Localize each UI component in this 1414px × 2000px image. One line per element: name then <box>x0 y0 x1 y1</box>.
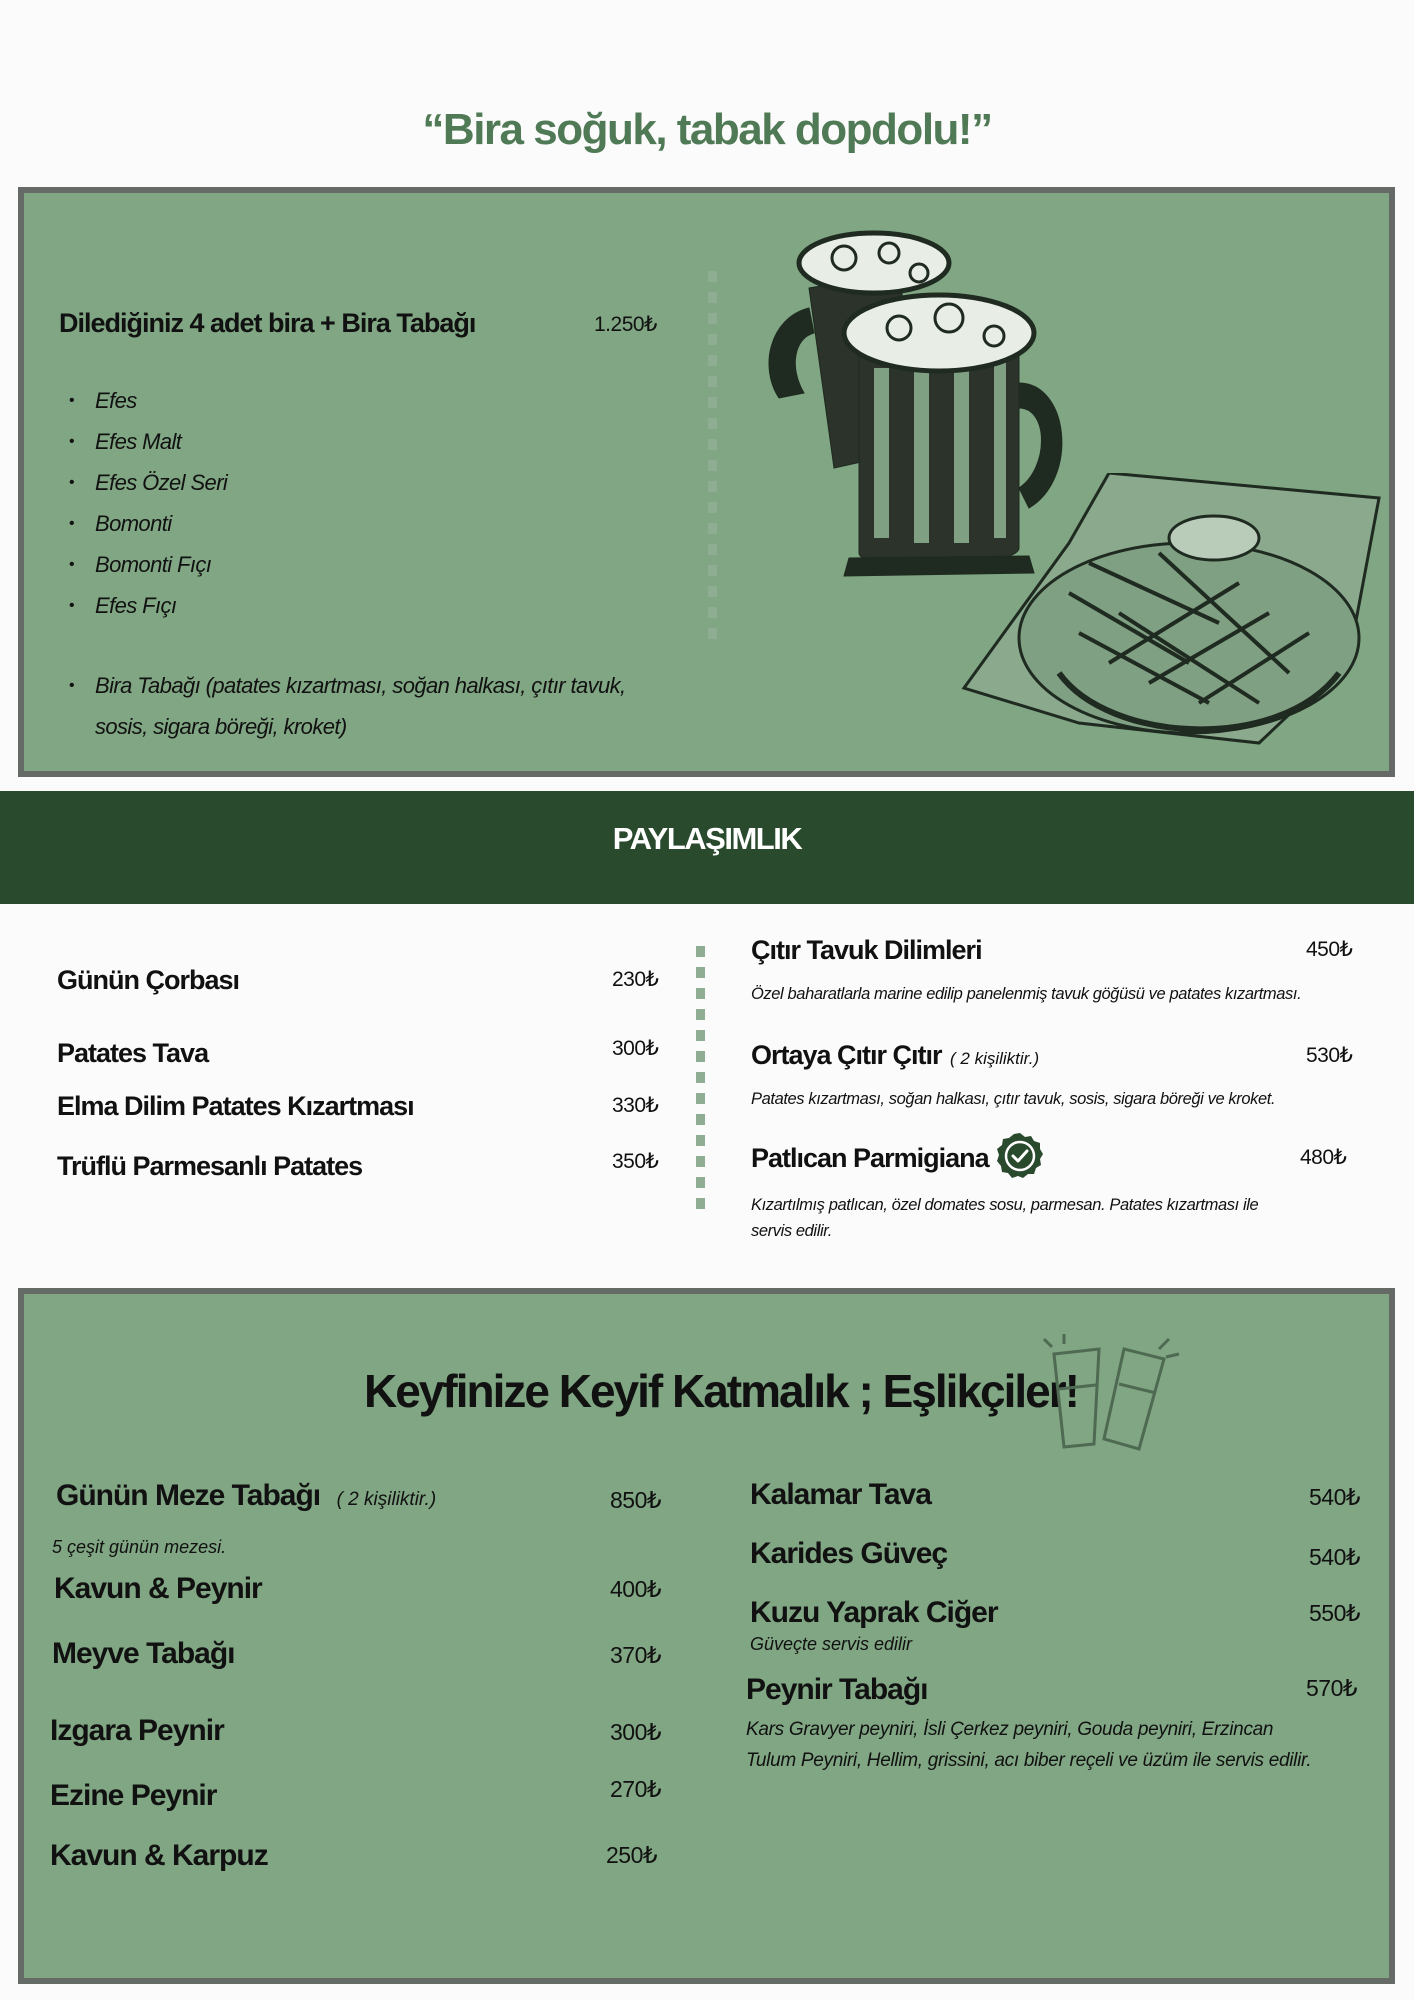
menu-item-price: 550₺ <box>1309 1600 1361 1626</box>
menu-item-desc: 5 çeşit günün mezesi. <box>52 1537 227 1557</box>
menu-item-price: 370₺ <box>610 1642 662 1668</box>
sides-heading: Keyfinize Keyif Katmalık ; Eşlikçiler! <box>364 1365 1078 1417</box>
menu-item-price: 540₺ <box>1309 1484 1361 1510</box>
beer-item: • Bomonti Fıçı <box>59 544 659 585</box>
menu-item-name: Kalamar Tava <box>750 1478 931 1511</box>
beer-item: • Efes Malt <box>59 421 659 462</box>
menu-item-price: 270₺ <box>610 1776 662 1802</box>
menu-item-price: 350₺ <box>612 1150 659 1173</box>
menu-item-name: Günün Çorbası <box>57 965 239 995</box>
menu-item-price: 530₺ <box>1306 1044 1353 1067</box>
sharing-band <box>0 791 1414 904</box>
menu-item-heading <box>751 1040 1039 1071</box>
sides-panel <box>18 1288 1395 1984</box>
menu-item-name: Ortaya Çıtır Çıtır <box>751 1040 942 1070</box>
beer-plate-item <box>59 665 679 747</box>
beer-item: • Efes Fıçı <box>59 585 659 626</box>
menu-item-desc: Kars Gravyer peyniri, İsli Çerkez peyniri, Gouda peyniri, Erzincan <box>746 1719 1274 1740</box>
beer-plate-line1: Bira Tabağı (patates kızartması, soğan halkası, çıtır tavuk, <box>95 673 626 698</box>
menu-item-price: 850₺ <box>610 1487 662 1513</box>
raki-glasses-illustration <box>1034 1329 1194 1454</box>
menu-item-name: Trüflü Parmesanlı Patates <box>57 1151 363 1181</box>
beer-deal-price: 1.250₺ <box>594 313 657 336</box>
menu-item-price: 400₺ <box>610 1576 662 1602</box>
menu-item-name: Peynir Tabağı <box>746 1673 928 1706</box>
menu-item-desc: Kızartılmış patlıcan, özel domates sosu, parmesan. Patates kızartması ile <box>751 1196 1259 1214</box>
beer-list <box>59 380 659 626</box>
menu-item-name: Patlıcan Parmigiana <box>751 1143 989 1173</box>
slogan: “Bira soğuk, tabak dopdolu!” <box>422 105 992 154</box>
menu-item-price: 300₺ <box>612 1037 659 1060</box>
menu-item-note: ( 2 kişiliktir.) <box>336 1489 437 1510</box>
menu-item-name: Ezine Peynir <box>50 1779 217 1812</box>
menu-item-name: Karides Güveç <box>750 1537 948 1570</box>
menu-item-desc: Güveçte servis edilir <box>750 1634 913 1654</box>
menu-item-note: ( 2 kişiliktir.) <box>950 1049 1040 1068</box>
menu-item-desc: Özel baharatlarla marine edilip panelenmiş tavuk göğüsü ve patates kızartması. <box>751 985 1302 1003</box>
menu-item-desc: Tulum Peyniri, Hellim, grissini, acı biber reçeli ve üzüm ile servis edilir. <box>746 1750 1312 1771</box>
menu-item-name: Patates Tava <box>57 1038 209 1068</box>
fries-basket-illustration <box>959 473 1384 768</box>
sharing-heading: PAYLAŞIMLIK <box>612 821 802 856</box>
divider-dashed <box>696 946 706 1219</box>
menu-item-price: 230₺ <box>612 968 659 991</box>
menu-item-desc: servis edilir. <box>751 1222 832 1240</box>
beer-deal-title: Dilediğiniz 4 adet bira + Bira Tabağı <box>59 308 476 338</box>
menu-item-price: 540₺ <box>1309 1544 1361 1570</box>
menu-item-price: 480₺ <box>1300 1146 1347 1169</box>
beer-item: • Efes Özel Seri <box>59 462 659 503</box>
menu-item-name: Kuzu Yaprak Ciğer <box>750 1596 998 1629</box>
menu-item-name: Elma Dilim Patates Kızartması <box>57 1091 414 1121</box>
menu-item-name: Kavun & Karpuz <box>50 1839 268 1872</box>
beer-item: • Bomonti <box>59 503 659 544</box>
menu-item-name: Çıtır Tavuk Dilimleri <box>751 935 982 965</box>
beer-item: • Efes <box>59 380 659 421</box>
beer-deal-panel <box>18 187 1395 777</box>
menu-item-price: 450₺ <box>1306 938 1353 961</box>
menu-item-name: Kavun & Peynir <box>54 1572 262 1605</box>
menu-item-price: 330₺ <box>612 1094 659 1117</box>
menu-item-price: 570₺ <box>1306 1675 1358 1701</box>
divider-dashed <box>708 271 718 649</box>
menu-item-name: Günün Meze Tabağı <box>56 1479 321 1512</box>
menu-item-price: 250₺ <box>606 1842 658 1868</box>
menu-item-desc: Patates kızartması, soğan halkası, çıtır tavuk, sosis, sigara böreği ve kroket. <box>751 1090 1276 1108</box>
menu-item-price: 300₺ <box>610 1719 662 1745</box>
beer-plate-text <box>59 665 679 747</box>
menu-item-name: Meyve Tabağı <box>52 1637 235 1670</box>
vegetarian-badge-icon <box>995 1131 1045 1181</box>
beer-plate-line2: sosis, sigara böreği, kroket) <box>95 714 347 739</box>
menu-item-heading <box>56 1479 436 1513</box>
menu-item-name: Izgara Peynir <box>50 1714 224 1747</box>
